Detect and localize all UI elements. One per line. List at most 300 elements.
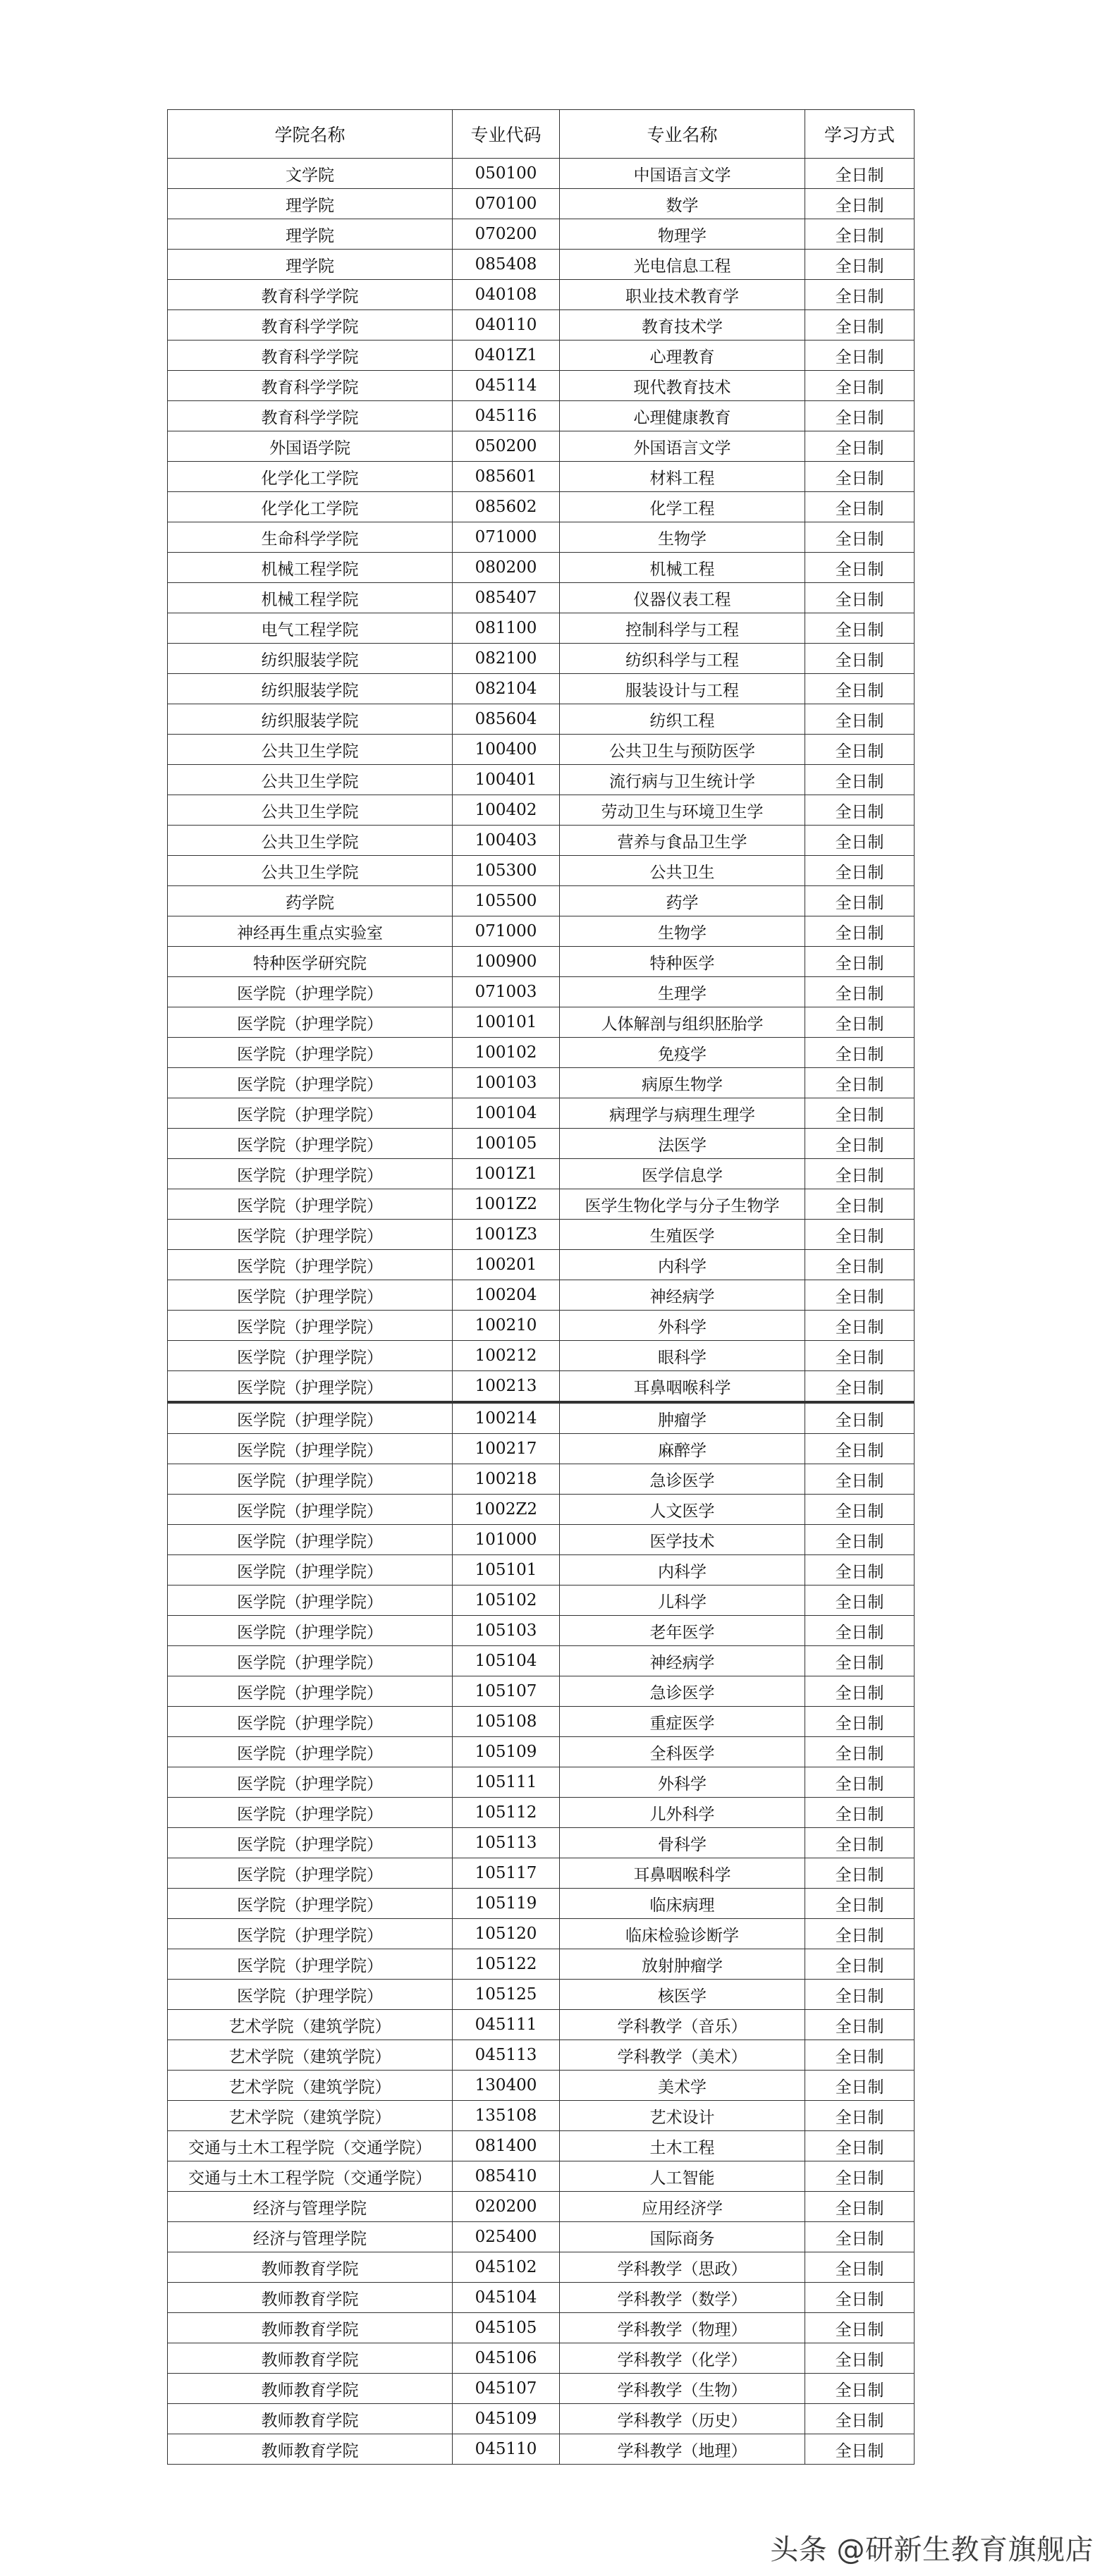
table-row: [168, 431, 915, 462]
table-row: [168, 250, 915, 280]
cell-college: 医学院（护理学院）: [168, 1525, 453, 1555]
cell-major-name: 肿瘤学: [560, 1402, 805, 1434]
cell-major-name: 纺织工程: [560, 704, 805, 735]
table-row: [168, 1495, 915, 1525]
header-study-mode: 学习方式: [805, 110, 915, 159]
header-major-code: 专业代码: [453, 110, 560, 159]
table-row: [168, 310, 915, 341]
cell-major-name: 化学工程: [560, 492, 805, 522]
cell-study-mode: 全日制: [805, 613, 915, 644]
cell-study-mode: 全日制: [805, 916, 915, 947]
cell-study-mode: 全日制: [805, 1371, 915, 1403]
cell-major-code: 0401Z1: [453, 341, 560, 371]
cell-college: 特种医学研究院: [168, 947, 453, 977]
cell-college: 交通与土木工程学院（交通学院）: [168, 2161, 453, 2192]
cell-study-mode: 全日制: [805, 492, 915, 522]
cell-major-code: 105111: [453, 1767, 560, 1798]
cell-major-name: 神经病学: [560, 1280, 805, 1311]
cell-study-mode: 全日制: [805, 1676, 915, 1707]
cell-major-code: 100210: [453, 1311, 560, 1341]
cell-major-code: 1001Z3: [453, 1220, 560, 1250]
cell-major-name: 老年医学: [560, 1616, 805, 1646]
cell-study-mode: 全日制: [805, 1402, 915, 1434]
cell-major-name: 公共卫生: [560, 856, 805, 886]
cell-major-code: 105108: [453, 1707, 560, 1737]
cell-major-name: 物理学: [560, 219, 805, 250]
cell-study-mode: 全日制: [805, 1129, 915, 1159]
cell-study-mode: 全日制: [805, 1434, 915, 1464]
cell-study-mode: 全日制: [805, 250, 915, 280]
cell-college: 医学院（护理学院）: [168, 1098, 453, 1129]
cell-college: 艺术学院（建筑学院）: [168, 2040, 453, 2071]
cell-major-name: 中国语言文学: [560, 159, 805, 189]
cell-college: 教师教育学院: [168, 2374, 453, 2404]
cell-college: 教师教育学院: [168, 2252, 453, 2283]
cell-college: 医学院（护理学院）: [168, 1371, 453, 1403]
cell-study-mode: 全日制: [805, 1586, 915, 1616]
cell-college: 医学院（护理学院）: [168, 1189, 453, 1220]
cell-major-name: 病理学与病理生理学: [560, 1098, 805, 1129]
table-row: [168, 1646, 915, 1676]
cell-major-name: 神经病学: [560, 1646, 805, 1676]
cell-study-mode: 全日制: [805, 280, 915, 310]
cell-major-name: 学科教学（音乐）: [560, 2010, 805, 2040]
cell-major-code: 100213: [453, 1371, 560, 1403]
cell-major-code: 100101: [453, 1007, 560, 1038]
cell-major-code: 085602: [453, 492, 560, 522]
cell-major-code: 105101: [453, 1555, 560, 1586]
cell-major-name: 耳鼻咽喉科学: [560, 1858, 805, 1889]
table-row: [168, 795, 915, 826]
cell-major-name: 急诊医学: [560, 1464, 805, 1495]
cell-major-name: 生物学: [560, 916, 805, 947]
cell-major-name: 人文医学: [560, 1495, 805, 1525]
cell-major-code: 045113: [453, 2040, 560, 2071]
cell-major-name: 仪器仪表工程: [560, 583, 805, 613]
cell-college: 文学院: [168, 159, 453, 189]
cell-major-code: 100204: [453, 1280, 560, 1311]
cell-major-code: 1001Z2: [453, 1189, 560, 1220]
cell-college: 交通与土木工程学院（交通学院）: [168, 2131, 453, 2161]
cell-study-mode: 全日制: [805, 522, 915, 553]
cell-college: 经济与管理学院: [168, 2192, 453, 2222]
cell-college: 外国语学院: [168, 431, 453, 462]
cell-major-name: 学科教学（美术）: [560, 2040, 805, 2071]
cell-major-name: 学科教学（生物）: [560, 2374, 805, 2404]
cell-study-mode: 全日制: [805, 2131, 915, 2161]
cell-college: 医学院（护理学院）: [168, 1858, 453, 1889]
cell-study-mode: 全日制: [805, 431, 915, 462]
cell-college: 机械工程学院: [168, 553, 453, 583]
cell-study-mode: 全日制: [805, 462, 915, 492]
cell-major-name: 土木工程: [560, 2131, 805, 2161]
cell-major-code: 081400: [453, 2131, 560, 2161]
cell-college: 理学院: [168, 250, 453, 280]
table-row: [168, 1311, 915, 1341]
cell-college: 医学院（护理学院）: [168, 1341, 453, 1371]
cell-study-mode: 全日制: [805, 947, 915, 977]
cell-study-mode: 全日制: [805, 704, 915, 735]
table-row: [168, 280, 915, 310]
cell-major-code: 100400: [453, 735, 560, 765]
cell-college: 化学化工学院: [168, 462, 453, 492]
cell-major-code: 082100: [453, 644, 560, 674]
cell-major-code: 050200: [453, 431, 560, 462]
cell-study-mode: 全日制: [805, 2222, 915, 2252]
table-row: [168, 2192, 915, 2222]
table-row: [168, 977, 915, 1007]
cell-college: 生命科学学院: [168, 522, 453, 553]
cell-major-name: 眼科学: [560, 1341, 805, 1371]
cell-major-code: 105113: [453, 1828, 560, 1858]
cell-study-mode: 全日制: [805, 1189, 915, 1220]
cell-major-code: 045109: [453, 2404, 560, 2434]
cell-major-name: 学科教学（思政）: [560, 2252, 805, 2283]
cell-study-mode: 全日制: [805, 1737, 915, 1767]
cell-major-name: 临床病理: [560, 1889, 805, 1919]
cell-college: 机械工程学院: [168, 583, 453, 613]
cell-major-name: 生殖医学: [560, 1220, 805, 1250]
cell-study-mode: 全日制: [805, 1098, 915, 1129]
cell-study-mode: 全日制: [805, 765, 915, 795]
table-row: [168, 1889, 915, 1919]
table-row: [168, 1250, 915, 1280]
table-row: [168, 886, 915, 916]
cell-major-code: 040110: [453, 310, 560, 341]
cell-major-code: 100201: [453, 1250, 560, 1280]
table-row: [168, 2101, 915, 2131]
cell-major-code: 100104: [453, 1098, 560, 1129]
cell-study-mode: 全日制: [805, 2101, 915, 2131]
cell-major-name: 公共卫生与预防医学: [560, 735, 805, 765]
cell-major-code: 085408: [453, 250, 560, 280]
cell-major-name: 心理健康教育: [560, 401, 805, 431]
cell-major-name: 生理学: [560, 977, 805, 1007]
cell-major-name: 麻醉学: [560, 1434, 805, 1464]
cell-major-name: 核医学: [560, 1980, 805, 2010]
cell-major-name: 学科教学（历史）: [560, 2404, 805, 2434]
cell-major-code: 100900: [453, 947, 560, 977]
cell-major-code: 130400: [453, 2071, 560, 2101]
cell-study-mode: 全日制: [805, 371, 915, 401]
cell-major-code: 105125: [453, 1980, 560, 2010]
table-row: [168, 1464, 915, 1495]
cell-college: 公共卫生学院: [168, 765, 453, 795]
cell-major-name: 学科教学（化学）: [560, 2343, 805, 2374]
cell-college: 理学院: [168, 189, 453, 219]
cell-college: 化学化工学院: [168, 492, 453, 522]
cell-major-name: 学科教学（地理）: [560, 2434, 805, 2465]
cell-college: 教师教育学院: [168, 2434, 453, 2465]
cell-major-name: 服装设计与工程: [560, 674, 805, 704]
cell-study-mode: 全日制: [805, 1311, 915, 1341]
cell-major-code: 105120: [453, 1919, 560, 1949]
cell-study-mode: 全日制: [805, 2040, 915, 2071]
cell-major-code: 100402: [453, 795, 560, 826]
cell-major-code: 040108: [453, 280, 560, 310]
cell-study-mode: 全日制: [805, 795, 915, 826]
cell-major-name: 耳鼻咽喉科学: [560, 1371, 805, 1403]
cell-major-code: 100403: [453, 826, 560, 856]
cell-major-name: 医学信息学: [560, 1159, 805, 1189]
table-row: [168, 916, 915, 947]
table-row: [168, 492, 915, 522]
table-row: [168, 583, 915, 613]
cell-major-name: 药学: [560, 886, 805, 916]
cell-major-name: 人体解剖与组织胚胎学: [560, 1007, 805, 1038]
cell-major-code: 105112: [453, 1798, 560, 1828]
cell-study-mode: 全日制: [805, 1495, 915, 1525]
cell-major-code: 045105: [453, 2313, 560, 2343]
cell-study-mode: 全日制: [805, 826, 915, 856]
cell-college: 医学院（护理学院）: [168, 1464, 453, 1495]
cell-study-mode: 全日制: [805, 856, 915, 886]
cell-major-name: 法医学: [560, 1129, 805, 1159]
cell-college: 医学院（护理学院）: [168, 1159, 453, 1189]
cell-study-mode: 全日制: [805, 644, 915, 674]
watermark-text: 头条 @研新生教育旗舰店: [770, 2534, 1094, 2566]
cell-study-mode: 全日制: [805, 886, 915, 916]
cell-study-mode: 全日制: [805, 2283, 915, 2313]
cell-college: 医学院（护理学院）: [168, 1767, 453, 1798]
table-row: [168, 1098, 915, 1129]
cell-major-code: 105122: [453, 1949, 560, 1980]
cell-college: 理学院: [168, 219, 453, 250]
table-row: [168, 1341, 915, 1371]
table-row: [168, 2010, 915, 2040]
cell-college: 艺术学院（建筑学院）: [168, 2010, 453, 2040]
table-row: [168, 674, 915, 704]
table-row: [168, 159, 915, 189]
cell-major-code: 020200: [453, 2192, 560, 2222]
cell-major-name: 学科教学（物理）: [560, 2313, 805, 2343]
table-row: [168, 553, 915, 583]
table-row: [168, 2434, 915, 2465]
cell-major-name: 艺术设计: [560, 2101, 805, 2131]
cell-major-name: 外国语言文学: [560, 431, 805, 462]
cell-major-code: 105102: [453, 1586, 560, 1616]
cell-study-mode: 全日制: [805, 1038, 915, 1068]
cell-college: 教师教育学院: [168, 2313, 453, 2343]
table-row: [168, 189, 915, 219]
cell-study-mode: 全日制: [805, 1858, 915, 1889]
cell-college: 医学院（护理学院）: [168, 1919, 453, 1949]
cell-major-name: 急诊医学: [560, 1676, 805, 1707]
table-row: [168, 1189, 915, 1220]
cell-college: 医学院（护理学院）: [168, 1129, 453, 1159]
cell-college: 艺术学院（建筑学院）: [168, 2071, 453, 2101]
cell-study-mode: 全日制: [805, 1949, 915, 1980]
cell-major-code: 105107: [453, 1676, 560, 1707]
cell-major-code: 082104: [453, 674, 560, 704]
table-row: [168, 644, 915, 674]
cell-study-mode: 全日制: [805, 1980, 915, 2010]
cell-major-name: 流行病与卫生统计学: [560, 765, 805, 795]
cell-study-mode: 全日制: [805, 583, 915, 613]
cell-college: 医学院（护理学院）: [168, 1555, 453, 1586]
cell-college: 医学院（护理学院）: [168, 1250, 453, 1280]
table-row: [168, 2071, 915, 2101]
table-row: [168, 1858, 915, 1889]
table-row: [168, 1068, 915, 1098]
cell-study-mode: 全日制: [805, 1798, 915, 1828]
cell-major-name: 医学生物化学与分子生物学: [560, 1189, 805, 1220]
cell-major-name: 控制科学与工程: [560, 613, 805, 644]
cell-major-code: 105104: [453, 1646, 560, 1676]
table-row: [168, 522, 915, 553]
cell-major-code: 085601: [453, 462, 560, 492]
table-row: [168, 1949, 915, 1980]
table-row: [168, 1737, 915, 1767]
cell-college: 医学院（护理学院）: [168, 1949, 453, 1980]
table-row: [168, 704, 915, 735]
cell-major-code: 105103: [453, 1616, 560, 1646]
cell-major-code: 045114: [453, 371, 560, 401]
cell-study-mode: 全日制: [805, 2010, 915, 2040]
cell-major-name: 病原生物学: [560, 1068, 805, 1098]
cell-college: 公共卫生学院: [168, 856, 453, 886]
cell-major-code: 101000: [453, 1525, 560, 1555]
cell-major-code: 100217: [453, 1434, 560, 1464]
cell-major-name: 重症医学: [560, 1707, 805, 1737]
table-row: [168, 2343, 915, 2374]
table-row: [168, 2222, 915, 2252]
cell-study-mode: 全日制: [805, 1919, 915, 1949]
cell-major-code: 045104: [453, 2283, 560, 2313]
cell-major-name: 营养与食品卫生学: [560, 826, 805, 856]
cell-major-code: 100102: [453, 1038, 560, 1068]
cell-major-name: 放射肿瘤学: [560, 1949, 805, 1980]
cell-major-code: 100401: [453, 765, 560, 795]
cell-major-name: 纺织科学与工程: [560, 644, 805, 674]
cell-major-code: 071003: [453, 977, 560, 1007]
cell-major-code: 1002Z2: [453, 1495, 560, 1525]
table-row: [168, 765, 915, 795]
cell-major-name: 学科教学（数学）: [560, 2283, 805, 2313]
cell-college: 医学院（护理学院）: [168, 977, 453, 1007]
cell-major-name: 免疫学: [560, 1038, 805, 1068]
cell-major-name: 数学: [560, 189, 805, 219]
cell-major-name: 教育技术学: [560, 310, 805, 341]
table-row: [168, 1919, 915, 1949]
cell-major-name: 应用经济学: [560, 2192, 805, 2222]
cell-study-mode: 全日制: [805, 189, 915, 219]
cell-major-code: 081100: [453, 613, 560, 644]
cell-major-name: 美术学: [560, 2071, 805, 2101]
table-row: [168, 1371, 915, 1403]
cell-study-mode: 全日制: [805, 1341, 915, 1371]
cell-college: 医学院（护理学院）: [168, 1889, 453, 1919]
cell-college: 教育科学学院: [168, 280, 453, 310]
table-row: [168, 2161, 915, 2192]
cell-major-code: 071000: [453, 916, 560, 947]
table-row: [168, 1828, 915, 1858]
cell-study-mode: 全日制: [805, 977, 915, 1007]
cell-college: 医学院（护理学院）: [168, 1586, 453, 1616]
cell-college: 教师教育学院: [168, 2343, 453, 2374]
table-row: [168, 1402, 915, 1434]
cell-college: 医学院（护理学院）: [168, 1068, 453, 1098]
cell-college: 医学院（护理学院）: [168, 1220, 453, 1250]
cell-college: 教育科学学院: [168, 341, 453, 371]
table-header-row: [168, 110, 915, 159]
cell-study-mode: 全日制: [805, 2161, 915, 2192]
cell-study-mode: 全日制: [805, 1280, 915, 1311]
table-row: [168, 2374, 915, 2404]
cell-major-code: 070100: [453, 189, 560, 219]
cell-study-mode: 全日制: [805, 1828, 915, 1858]
cell-major-code: 045110: [453, 2434, 560, 2465]
cell-major-code: 100105: [453, 1129, 560, 1159]
cell-major-code: 045111: [453, 2010, 560, 2040]
table-row: [168, 1434, 915, 1464]
cell-study-mode: 全日制: [805, 341, 915, 371]
cell-major-name: 内科学: [560, 1555, 805, 1586]
cell-college: 医学院（护理学院）: [168, 1828, 453, 1858]
table-body: [168, 159, 915, 2465]
cell-major-code: 1001Z1: [453, 1159, 560, 1189]
table-row: [168, 2252, 915, 2283]
cell-major-code: 045102: [453, 2252, 560, 2283]
cell-college: 医学院（护理学院）: [168, 1007, 453, 1038]
cell-college: 教育科学学院: [168, 371, 453, 401]
cell-major-code: 045106: [453, 2343, 560, 2374]
cell-study-mode: 全日制: [805, 219, 915, 250]
cell-study-mode: 全日制: [805, 1555, 915, 1586]
table-row: [168, 1525, 915, 1555]
cell-major-code: 105500: [453, 886, 560, 916]
cell-college: 医学院（护理学院）: [168, 1038, 453, 1068]
cell-major-name: 生物学: [560, 522, 805, 553]
table-row: [168, 1798, 915, 1828]
cell-study-mode: 全日制: [805, 1220, 915, 1250]
cell-college: 教育科学学院: [168, 401, 453, 431]
cell-college: 医学院（护理学院）: [168, 1798, 453, 1828]
cell-study-mode: 全日制: [805, 674, 915, 704]
table-row: [168, 947, 915, 977]
cell-major-code: 085410: [453, 2161, 560, 2192]
table-row: [168, 219, 915, 250]
table-row: [168, 1707, 915, 1737]
cell-study-mode: 全日制: [805, 2434, 915, 2465]
cell-major-code: 100214: [453, 1402, 560, 1434]
cell-major-code: 135108: [453, 2101, 560, 2131]
cell-college: 经济与管理学院: [168, 2222, 453, 2252]
table-row: [168, 1980, 915, 2010]
cell-major-name: 外科学: [560, 1767, 805, 1798]
cell-major-code: 045116: [453, 401, 560, 431]
cell-college: 医学院（护理学院）: [168, 1707, 453, 1737]
cell-college: 医学院（护理学院）: [168, 1280, 453, 1311]
cell-major-name: 心理教育: [560, 341, 805, 371]
cell-study-mode: 全日制: [805, 2192, 915, 2222]
cell-college: 医学院（护理学院）: [168, 1980, 453, 2010]
cell-major-code: 025400: [453, 2222, 560, 2252]
cell-major-code: 071000: [453, 522, 560, 553]
program-table: [167, 109, 915, 2465]
cell-major-code: 105109: [453, 1737, 560, 1767]
cell-major-name: 机械工程: [560, 553, 805, 583]
table-row: [168, 371, 915, 401]
cell-study-mode: 全日制: [805, 1068, 915, 1098]
cell-college: 药学院: [168, 886, 453, 916]
cell-major-name: 人工智能: [560, 2161, 805, 2192]
cell-study-mode: 全日制: [805, 159, 915, 189]
table-row: [168, 1586, 915, 1616]
table-row: [168, 826, 915, 856]
cell-study-mode: 全日制: [805, 1159, 915, 1189]
cell-major-code: 100218: [453, 1464, 560, 1495]
